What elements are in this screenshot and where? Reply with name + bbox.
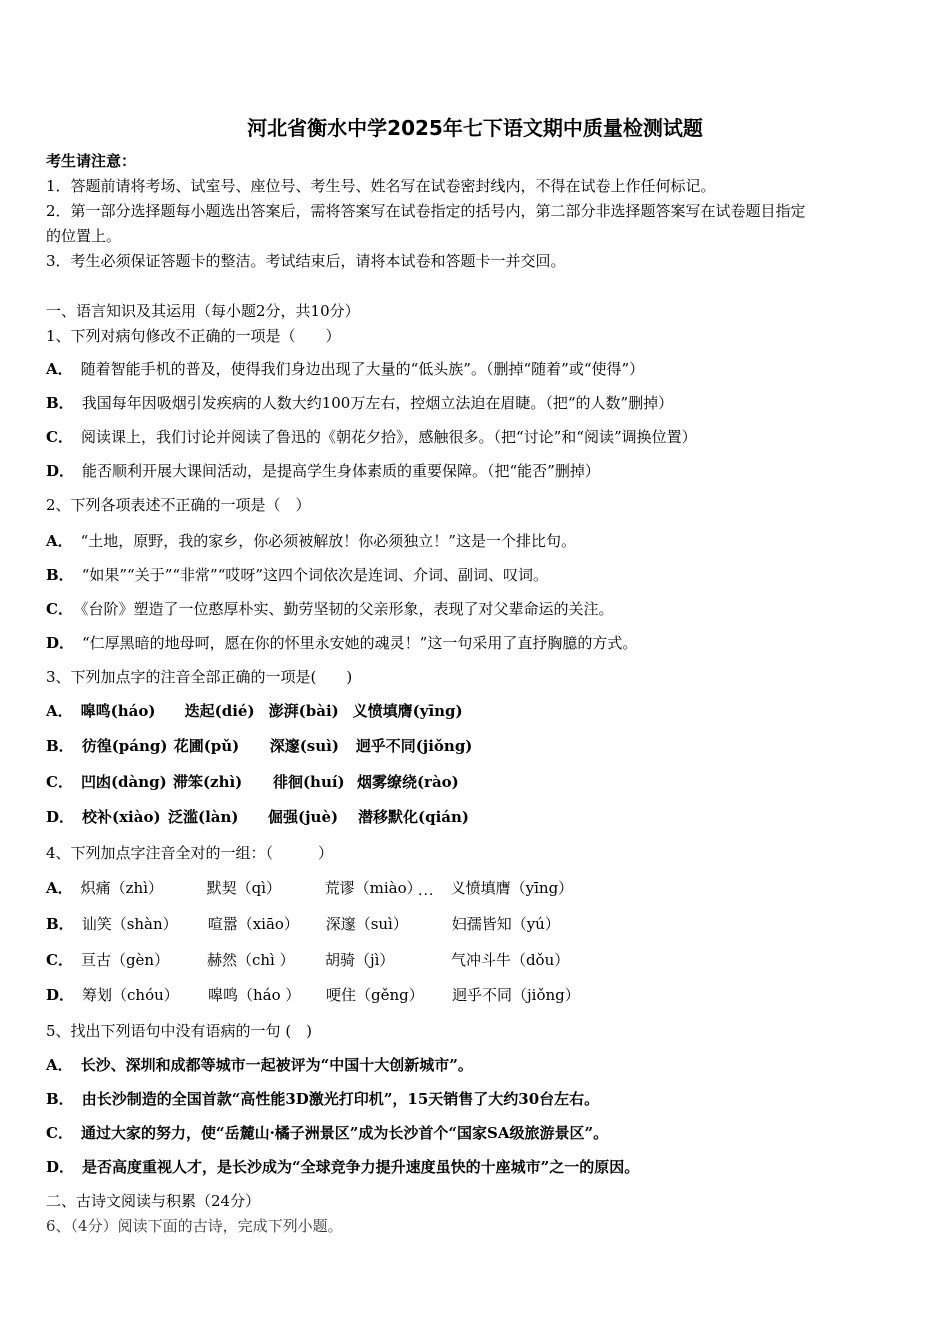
option-row (46, 393, 673, 413)
option-word: 赫然（chì ） (206, 951, 295, 969)
option-row (46, 359, 644, 379)
option-label: C． (46, 951, 73, 969)
option-label: A． (46, 702, 73, 720)
question-stem: 6、（4分）阅读下面的古诗，完成下列小题。 (46, 1217, 343, 1235)
option-text: 《台阶》塑造了一位憨厚朴实、勤劳坚韧的父亲形象，表现了对父辈命运的关注。 (80, 600, 614, 618)
option-label: C． (46, 428, 73, 446)
option-word: 彷徨(páng) (81, 737, 168, 755)
option-label: C． (46, 1124, 73, 1142)
option-row (46, 1089, 599, 1109)
option-row (46, 772, 459, 792)
option-word: 义愤填膺（yīng） (450, 879, 574, 897)
option-row (46, 985, 580, 1005)
option-label: A． (46, 532, 73, 550)
option-text: “如果”“关于”“非常”“哎呀”这四个词依次是连词、介词、副词、叹词。 (81, 566, 549, 584)
question-stem: 5、找出下列语句中没有语病的一句 ( ) (46, 1022, 313, 1040)
option-row (46, 565, 548, 585)
option-word: 讪笑（shàn） (81, 915, 178, 933)
option-word: 义愤填膺(yīng) (352, 702, 463, 720)
option-text: 由长沙制造的全国首款“高性能3D激光打印机”，15天销售了大约30台左右。 (81, 1090, 600, 1108)
option-word: 迥乎不同(jiǒng) (355, 737, 473, 755)
option-row (46, 531, 576, 551)
option-word: 烟雾缭绕(rào) (356, 773, 459, 791)
option-word: 潜移默化(qián) (358, 808, 470, 826)
option-row (46, 461, 600, 481)
option-label: C． (46, 773, 73, 791)
option-label: D． (46, 462, 75, 480)
notice-heading: 考生请注意： (46, 152, 137, 170)
option-text: 是否高度重视人才，是长沙成为“全球竞争力提升速度虽快的十座城市”之一的原因。 (82, 1158, 640, 1176)
option-word: 筹划（chóu） (82, 986, 179, 1004)
option-word: 哽住（gěng） (326, 986, 424, 1004)
question-stem: 3、下列加点字的注音全部正确的一项是( ) (46, 668, 353, 686)
option-text: 阅读课上，我们讨论并阅读了鲁迅的《朝花夕拾》，感触很多。（把“讨论”和“阅读”调换位置） (80, 428, 697, 446)
option-word: 徘徊(huí) (272, 773, 345, 791)
option-word: 校补(xiào) (82, 808, 161, 826)
option-label: B． (46, 394, 74, 412)
option-word: 荒谬（miào） (324, 879, 422, 897)
page-title: 河北省衡水中学2025年七下语文期中质量检测试题 (247, 116, 703, 140)
option-word: 炽痛（zhì） (80, 879, 164, 897)
option-word: 深邃（suì） (325, 915, 408, 933)
option-word: 澎湃(bài) (268, 702, 339, 720)
notice-item: 的位置上。 (46, 227, 122, 245)
option-label: B． (46, 737, 74, 755)
option-label: D． (46, 1158, 75, 1176)
option-word: 亘古（gèn） (80, 951, 170, 969)
option-row (46, 807, 469, 827)
emphasis-dots: ... (418, 883, 435, 899)
option-row (46, 914, 560, 934)
option-word: 喧嚣（xiāo） (207, 915, 299, 933)
option-label: A． (46, 1056, 73, 1074)
option-word: 泛滥(làn) (168, 808, 239, 826)
option-label: B． (46, 915, 74, 933)
option-text: 通过大家的努力，使“岳麓山·橘子洲景区”成为长沙首个“国家SA级旅游景区”。 (80, 1124, 609, 1142)
option-label: A． (46, 360, 73, 378)
option-word: 迥乎不同（jiǒng） (452, 986, 580, 1004)
notice-item: 1．答题前请将考场、试室号、座位号、考生号、姓名写在试卷密封线内，不得在试卷上作任何标记。 (46, 177, 716, 195)
option-label: D． (46, 808, 75, 826)
notice-item: 3．考生必须保证答题卡的整洁。考试结束后，请将本试卷和答题卡一并交回。 (46, 252, 566, 270)
option-row (46, 599, 613, 619)
option-label: B． (46, 566, 74, 584)
option-row (46, 1055, 473, 1075)
option-word: 倔强(juè) (268, 808, 339, 826)
option-text: “土地，原野，我的家乡，你必须被解放！你必须独立！”这是一个排比句。 (80, 532, 576, 550)
option-word: 默契（qì） (206, 879, 282, 897)
option-row (46, 633, 637, 653)
option-label: B． (46, 1090, 74, 1108)
option-label: A． (46, 879, 73, 897)
option-word: 嗥鸣（háo ） (208, 986, 301, 1004)
option-label: C． (46, 600, 73, 618)
option-row (46, 1123, 608, 1143)
option-word: 花圃(pǔ) (173, 737, 240, 755)
option-text: “仁厚黑暗的地母呵，愿在你的怀里永安她的魂灵！”这一句采用了直抒胸臆的方式。 (82, 634, 638, 652)
option-row (46, 950, 569, 970)
option-word: 胡骑（jì） (324, 951, 395, 969)
option-row (46, 701, 463, 721)
option-word: 妇孺皆知（yú） (451, 915, 560, 933)
option-row (46, 878, 573, 898)
section-heading: 二、古诗文阅读与积累（24分） (46, 1192, 261, 1210)
option-word: 滞笨(zhì) (172, 773, 243, 791)
option-row (46, 1157, 639, 1177)
option-word: 凹凼(dàng) (80, 773, 167, 791)
option-word: 气冲斗牛（dǒu） (450, 951, 570, 969)
option-row (46, 736, 472, 756)
option-text: 我国每年因吸烟引发疾病的人数大约100万左右，控烟立法迫在眉睫。（把“的人数”删掉） (81, 394, 674, 412)
option-row (46, 427, 697, 447)
option-word: 嗥鸣(háo) (80, 702, 156, 720)
notice-item: 2．第一部分选择题每小题选出答案后，需将答案写在试卷指定的括号内，第二部分非选择题答案写在试卷题目指定 (46, 202, 806, 220)
question-stem: 2、下列各项表述不正确的一项是（ ） (46, 496, 311, 514)
option-label: D． (46, 634, 75, 652)
section-heading: 一、语言知识及其运用（每小题2分，共10分） (46, 302, 360, 320)
option-label: D． (46, 986, 75, 1004)
option-text: 随着智能手机的普及，使得我们身边出现了大量的“低头族”。（删掉“随着”或“使得”） (80, 360, 645, 378)
question-stem: 4、下列加点字注音全对的一组：（ ） (46, 844, 334, 862)
question-stem: 1、下列对病句修改不正确的一项是（ ） (46, 327, 341, 345)
option-word: 深邃(suì) (269, 737, 339, 755)
option-word: 迭起(dié) (184, 702, 255, 720)
option-text: 长沙、深圳和成都等城市一起被评为“中国十大创新城市”。 (80, 1056, 473, 1074)
option-text: 能否顺利开展大课间活动，是提高学生身体素质的重要保障。（把“能否”删掉） (82, 462, 600, 480)
